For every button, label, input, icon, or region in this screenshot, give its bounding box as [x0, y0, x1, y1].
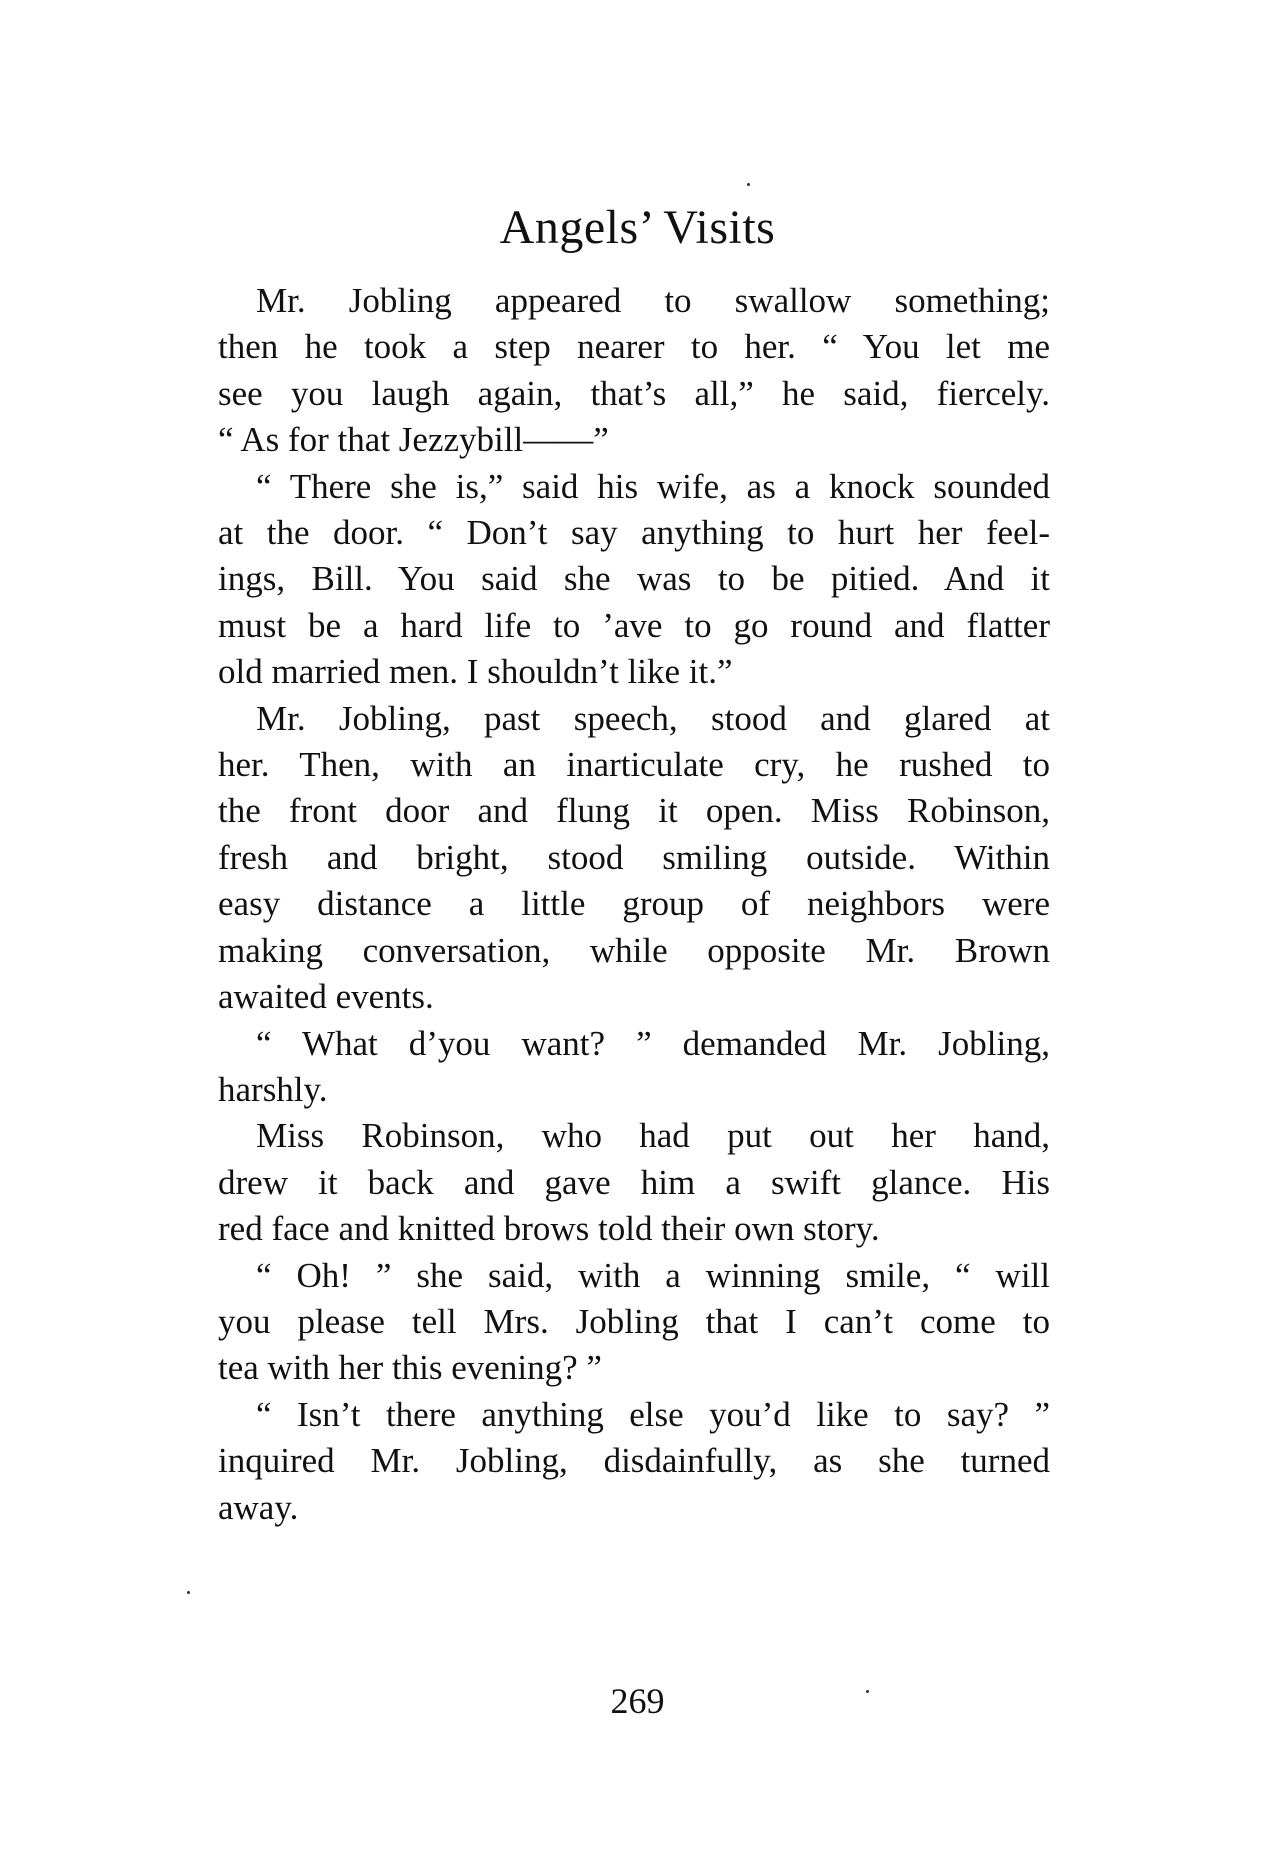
text-line: “ Oh! ” she said, with a winning smile, “ will: [256, 1255, 1050, 1295]
paragraph-4: [218, 1021, 1050, 1114]
text-line: see you laugh again, that’s all,” he said, fiercely.: [218, 373, 1050, 413]
paragraph-1: [218, 278, 1050, 464]
text-line: red face and knitted brows told their own story.: [218, 1209, 880, 1249]
running-head-title: Angels’ Visits: [499, 201, 776, 254]
text-line: inquired Mr. Jobling, disdainfully, as she turned: [218, 1441, 1050, 1481]
text-line: you please tell Mrs. Jobling that I can’t come to: [218, 1301, 1050, 1341]
text-line: Mr. Jobling appeared to swallow something;: [256, 281, 1050, 320]
paragraph-6: [218, 1253, 1050, 1392]
text-line: tea with her this evening? ”: [218, 1348, 602, 1388]
text-line: the front door and flung it open. Miss Robinson,: [218, 791, 1050, 831]
text-line: drew it back and gave him a swift glance. His: [218, 1162, 1050, 1202]
text-line: ings, Bill. You said she was to be pitied. And it: [218, 559, 1050, 599]
text-line: old married men. I shouldn’t like it.”: [218, 652, 733, 692]
text-line: then he took a step nearer to her. “ You let me: [218, 327, 1050, 367]
scan-speck: [866, 1690, 869, 1693]
text-line: must be a hard life to ’ave to go round and flatter: [218, 605, 1050, 645]
text-line: fresh and bright, stood smiling outside. Within: [218, 837, 1050, 877]
text-line: her. Then, with an inarticulate cry, he rushed to: [218, 745, 1050, 785]
page-number: 269: [610, 1681, 665, 1721]
paragraph-3: [218, 696, 1050, 1021]
paragraph-7: [218, 1392, 1050, 1531]
text-line: making conversation, while opposite Mr. Brown: [218, 930, 1050, 970]
text-line: “ There she is,” said his wife, as a knock sounded: [256, 466, 1050, 506]
scan-speck: [747, 183, 750, 186]
text-line: “ As for that Jezzybill——”: [218, 420, 609, 460]
text-line: awaited events.: [218, 977, 434, 1017]
text-line: Miss Robinson, who had put out her hand,: [256, 1116, 1050, 1156]
scan-speck: [187, 1591, 190, 1594]
body-text: [218, 278, 1050, 1531]
paragraph-5: [218, 1113, 1050, 1252]
paragraph-2: [218, 464, 1050, 696]
text-line: away.: [218, 1487, 299, 1527]
text-line: Mr. Jobling, past speech, stood and glared at: [256, 698, 1050, 738]
text-line: “ Isn’t there anything else you’d like to say? ”: [256, 1394, 1050, 1434]
text-line: “ What d’you want? ” demanded Mr. Jobling,: [256, 1023, 1050, 1063]
text-line: at the door. “ Don’t say anything to hurt her feel-: [218, 513, 1050, 553]
text-line: harshly.: [218, 1069, 328, 1109]
text-line: easy distance a little group of neighbors were: [218, 884, 1050, 924]
